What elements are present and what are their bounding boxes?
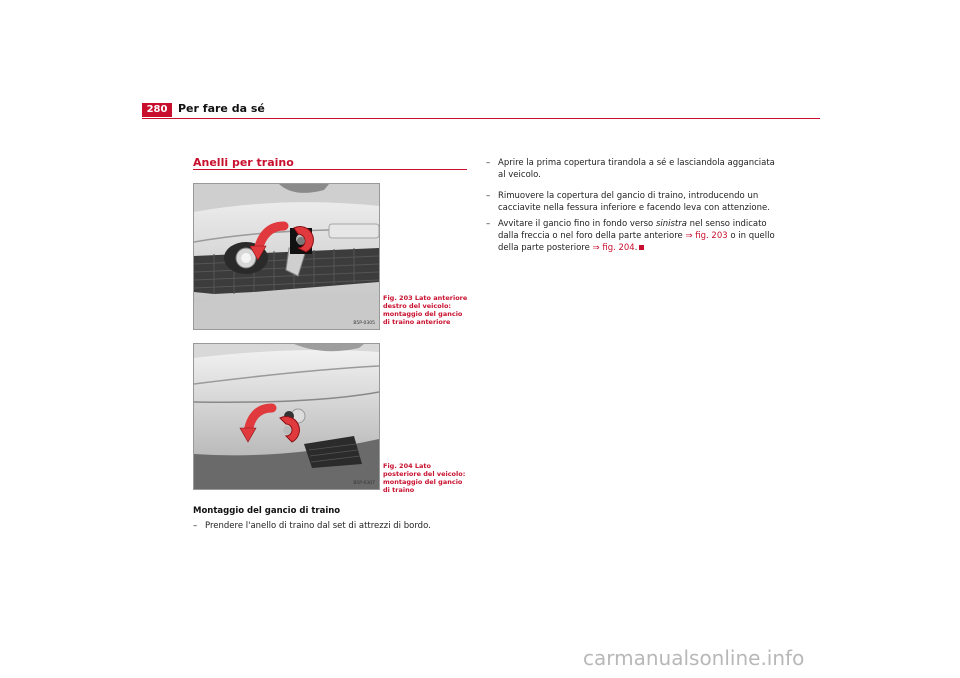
step-1 — [193, 520, 478, 532]
section-rule — [193, 169, 467, 170]
procedure-heading: Montaggio del gancio di traino — [193, 506, 341, 516]
step-bullet: – — [486, 158, 491, 168]
figure-203-caption: Fig. 203 Lato anteriore destro del veicolo: montaggio del gancio di traino anteriore — [383, 294, 468, 326]
figure-203-image — [193, 183, 380, 330]
step-bullet: – — [486, 219, 491, 229]
header-rule — [142, 118, 820, 119]
watermark: carmanualsonline.info — [583, 646, 805, 670]
figure-204-code: B5P-0307 — [353, 481, 375, 486]
step-2-text: Aprire la prima copertura tirandola a sé e lasciandola agganciata al veicolo. — [498, 158, 775, 180]
page-number: 280 — [142, 103, 172, 117]
step-3 — [486, 190, 776, 214]
front-bumper-illustration — [194, 184, 379, 329]
step-4-part-d: . — [634, 243, 638, 253]
step-4-part-c: o in quello della parte posteriore — [498, 231, 775, 253]
step-bullet: – — [193, 521, 198, 531]
figure-204-link[interactable]: ⇒ fig. 204 — [592, 243, 635, 253]
running-header: Per fare da sé — [178, 102, 265, 115]
section-title: Anelli per traino — [193, 156, 294, 169]
step-1-text: Prendere l'anello di traino dal set di attrezzi di bordo. — [205, 521, 431, 531]
figure-204-image — [193, 343, 380, 490]
step-4 — [486, 218, 776, 254]
figure-203-link[interactable]: ⇒ fig. 203 — [685, 231, 728, 241]
step-4-part-b: nel senso indicato dalla freccia o nel foro della parte anteriore — [498, 219, 767, 241]
figure-203-code: B5P-0305 — [353, 321, 375, 326]
rear-bumper-illustration — [194, 344, 379, 489]
step-bullet: – — [486, 191, 491, 201]
end-of-section-icon — [639, 245, 644, 250]
figure-204-caption: Fig. 204 Lato posteriore del veicolo: montaggio del gancio di traino — [383, 462, 466, 494]
step-4-part-a: Avvitare il gancio fino in fondo verso — [498, 219, 656, 229]
step-4-text — [486, 218, 776, 254]
step-2 — [486, 157, 776, 181]
step-4-direction: sinistra — [655, 219, 687, 229]
step-3-text: Rimuovere la copertura del gancio di traino, introducendo un cacciavite nella fessura inferiore e facendo leva con attenzione. — [498, 191, 770, 213]
